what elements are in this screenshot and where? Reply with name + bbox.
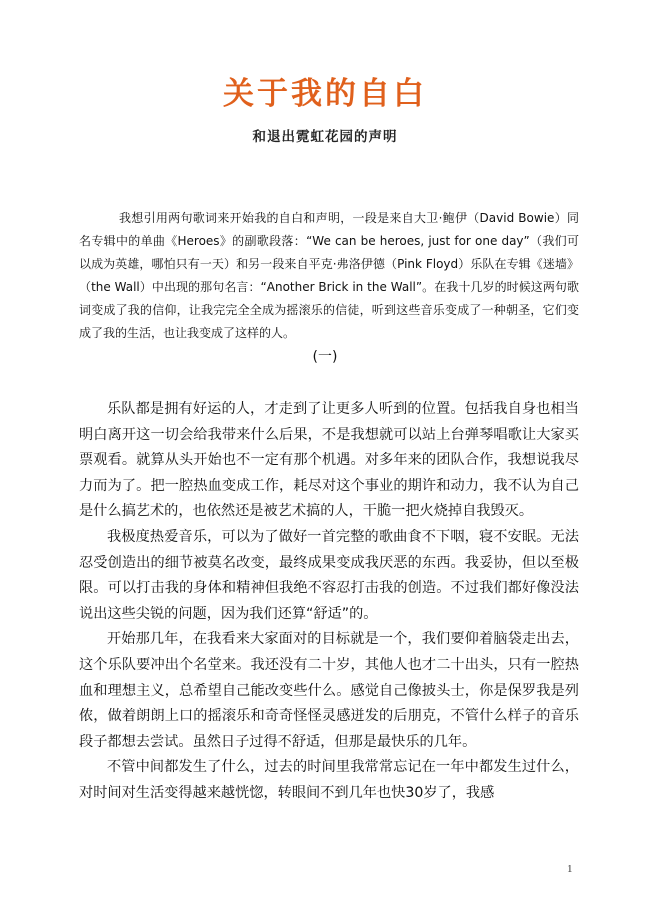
body-paragraph: 不管中间都发生了什么，过去的时间里我常常忘记在一年中都发生过什么，对时间对生活变得越来越恍惚，转眼间不到几年也快30岁了，我感 [79, 759, 579, 801]
body-paragraph: 开始那几年，在我看来大家面对的目标就是一个，我们要仰着脑袋走出去，这个乐队要冲出个名堂来。我还没有二十岁，其他人也才二十出头，只有一腔热血和理想主义，总希望自己能改变些什么。感觉自己像披头士，你是保罗我是列侬，做着朗朗上口的摇滚乐和奇奇怪怪灵感迸发的后朋克，不管什么样子的音乐段子都想去尝试。虽然日子过得不舒适，但那是最快乐的几年。 [79, 631, 579, 750]
body-paragraph: 乐队都是拥有好运的人，才走到了让更多人听到的位置。包括我自身也相当明白离开这一切会给我带来什么后果，不是我想就可以站上台弹琴唱歌让大家买票观看。就算从头开始也不一定有那个机遇。对多年来的团队合作，我想说我尽力而为了。把一腔热血变成工作，耗尽对这个事业的期许和动力，我不认为自己是什么搞艺术的，也依然还是被艺术搞的人，干脆一把火烧掉自我毁灭。 [79, 401, 579, 520]
section-heading: (一) [312, 349, 338, 365]
intro-paragraph: 我想引用两句歌词来开始我的自白和声明，一段是来自大卫·鲍伊（David Bowie）同名专辑中的单曲《Heroes》的副歌段落：“We can be heroes, just for one day”（我们可以成为英雄，哪怕只有一天）和另一段来自平克·弗洛伊德（Pink Floyd）乐队在专辑《迷墙》（the Wall）中出现的那句名言：“Another Brick in the Wall”。在我十几岁的时候这两句歌词变成了我的信仰，让我完完全全成为摇滚乐的信徒，听到这些音乐变成了一种朝圣，它们变成了我的生活，也让我变成了这样的人。 [79, 211, 579, 340]
body-text [79, 397, 579, 807]
page-number: 1 [567, 863, 573, 875]
page-title: 关于我的自白 [223, 76, 427, 112]
page-subtitle: 和退出霓虹花园的声明 [252, 129, 398, 145]
body-paragraph: 我极度热爱音乐，可以为了做好一首完整的歌曲食不下咽，寝不安眠。无法忍受创造出的细节被莫名改变，最终成果变成我厌恶的东西。我妥协，但以至极限。可以打击我的身体和精神但我绝不容忍打击我的创造。不过我们都好像没法说出这些尖锐的问题，因为我们还算“舒适”的。 [79, 528, 579, 622]
